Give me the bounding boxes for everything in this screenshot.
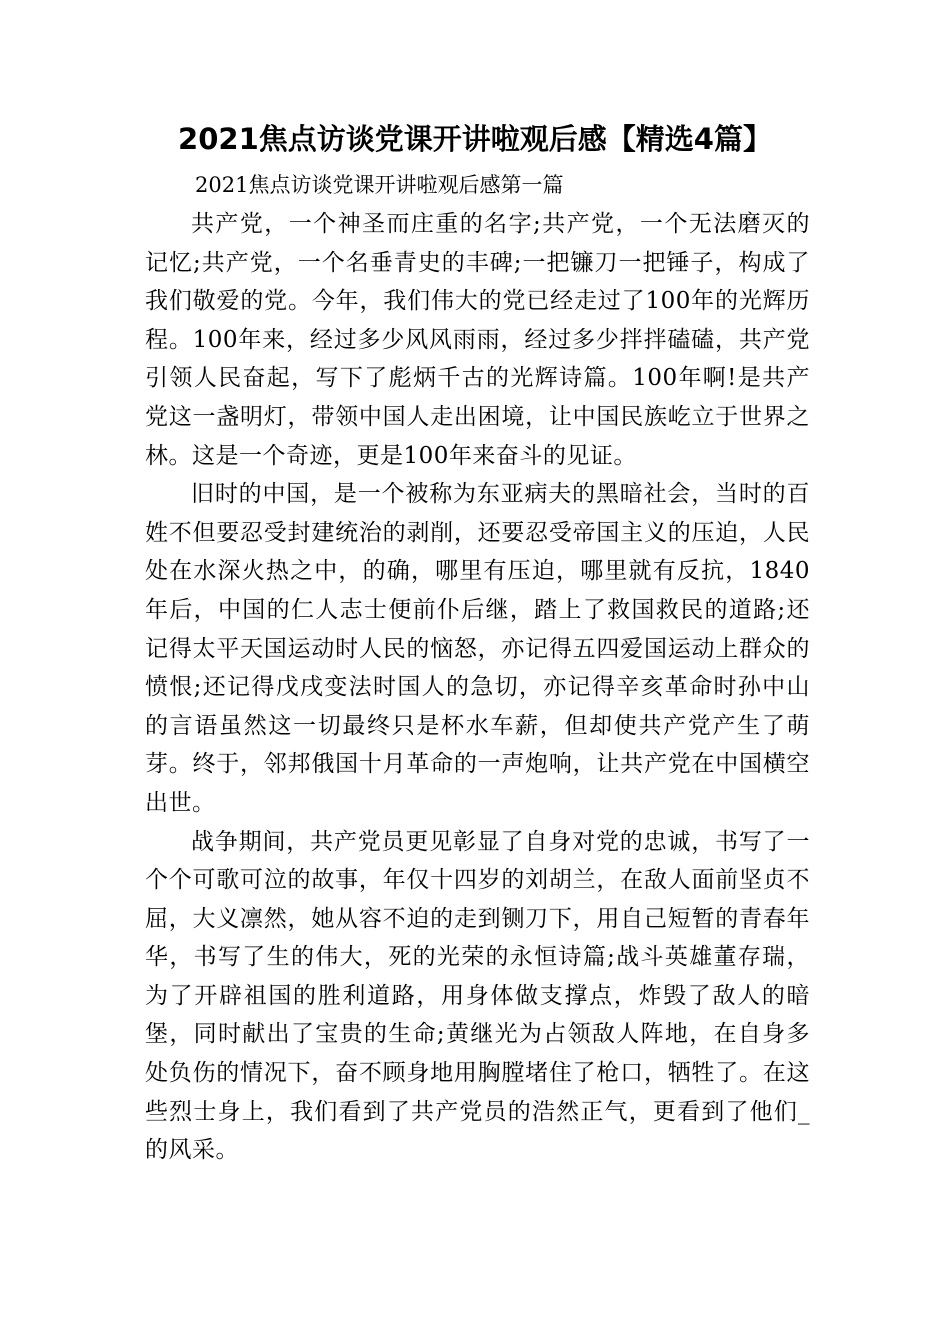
paragraph: 旧时的中国，是一个被称为东亚病夫的黑暗社会，当时的百姓不但要忍受封建统治的剥削，还要忍受帝国主义的压迫，人民处在水深火热之中，的确，哪里有压迫，哪里就有反抗，1840年后，中国的仁人志士便前仆后继，踏上了救国救民的道路;还记得太平天国运动时人民的恼怒，亦记得五四爱国运动上群众的愤恨;还记得戊戌变法时国人的急切，亦记得辛亥革命时孙中山的言语虽然这一切最终只是杯水车薪，但却使共产党产生了萌芽。终于，邻邦俄国十月革命的一声炮响，让共产党在中国横空出世。: [145, 481, 810, 816]
section-heading: 2021焦点访谈党课开讲啦观后感第一篇: [195, 173, 564, 197]
paragraph: 共产党，一个神圣而庄重的名字;共产党，一个无法磨灭的记忆;共产党，一个名垂青史的丰碑;一把镰刀一把锤子，构成了我们敬爱的党。今年，我们伟大的党已经走过了100年的光辉历程。100年来，经过多少风风雨雨，经过多少拌拌磕磕，共产党引领人民奋起，写下了彪炳千古的光辉诗篇。100年啊!是共产党这一盏明灯，带领中国人走出困境，让中国民族屹立于世界之林。这是一个奇迹，更是100年来奋斗的见证。: [145, 211, 810, 469]
paragraph: 战争期间，共产党员更见彰显了自身对党的忠诚，书写了一个个可歌可泣的故事，年仅十四岁的刘胡兰，在敌人面前坚贞不屈，大义凛然，她从容不迫的走到铡刀下，用自己短暂的青春年华，书写了生的伟大，死的光荣的永恒诗篇;战斗英雄董存瑞，为了开辟祖国的胜利道路，用身体做支撑点，炸毁了敌人的暗堡，同时献出了宝贵的生命;黄继光为占领敌人阵地，在自身多处负伤的情况下，奋不顾身地用胸膛堵住了枪口，牺牲了。在这些烈士身上，我们看到了共产党员的浩然正气，更看到了他们_的风采。: [145, 828, 810, 1164]
document-body: [145, 205, 810, 1170]
document-title: 2021焦点访谈党课开讲啦观后感【精选4篇】: [178, 122, 772, 156]
